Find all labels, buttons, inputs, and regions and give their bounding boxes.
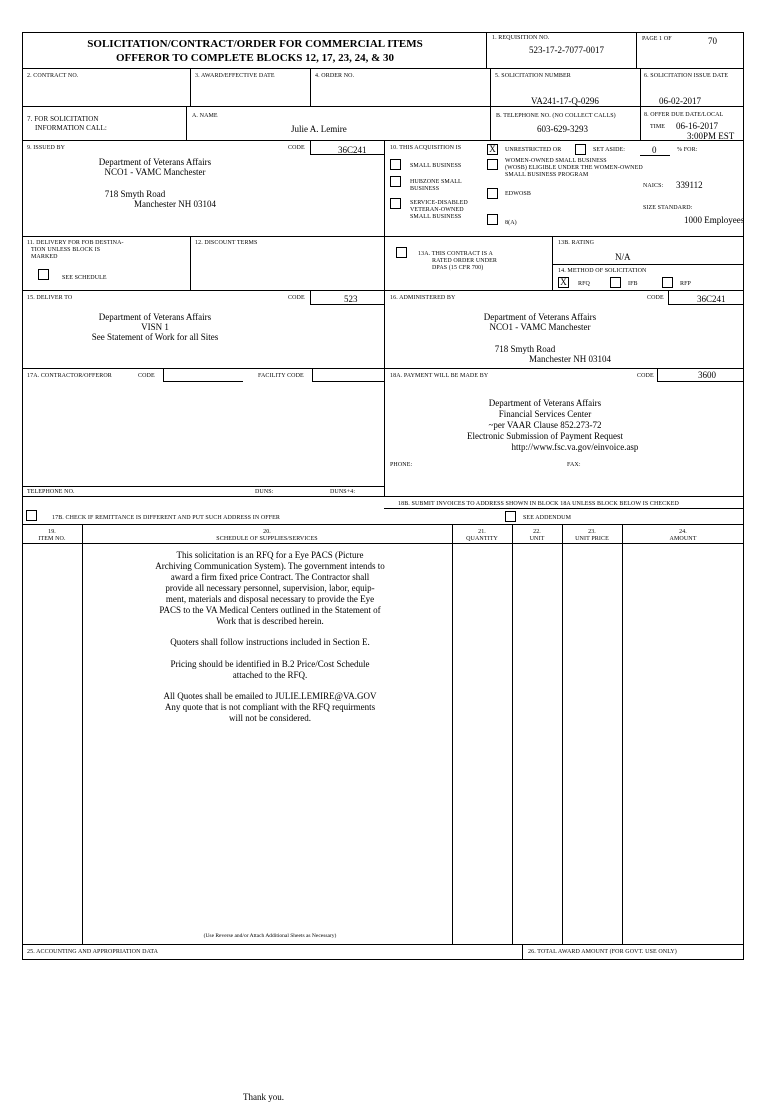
award-date-label: 3. AWARD/EFFECTIVE DATE [195,73,275,79]
issue-date-value: 06-02-2017 [659,96,701,106]
size-standard-value: 1000 Employees [684,215,745,225]
remittance-label: 17B. CHECK IF REMITTANCE IS DIFFERENT AND PUT SUCH ADDRESS IN OFFER [52,515,281,521]
size-standard-label: SIZE STANDARD: [643,205,693,211]
page-value: 70 [708,36,717,46]
wosb-checkbox[interactable] [487,159,498,170]
acquisition-label: 10. THIS ACQUISITION IS [390,145,462,151]
offer-due-label: 8. OFFER DUE DATE/LOCAL [644,112,724,118]
administered-by-label: 16. ADMINISTERED BY [390,295,456,301]
unrestricted-label: UNRESTRICTED OR [505,147,562,153]
contractor-code-label: CODE [138,373,155,379]
reverse-note: (Use Reverse and/or Attach Additional Sheets as Necessary) [203,933,337,939]
rated-order-label: 13A. THIS CONTRACT IS A RATED ORDER UNDER DPAS (15 CFR 700) [418,251,498,271]
issue-date-label: 6. SOLICITATION ISSUE DATE [644,73,729,79]
payment-code-label: CODE [637,373,654,379]
see-schedule-label: SEE SCHEDULE [62,275,107,281]
unit-header: 22. UNIT [529,529,545,542]
small-business-checkbox[interactable] [390,159,401,170]
administered-by-address: Department of Veterans Affairs NCO1 - VAMC Manchester [483,312,597,332]
see-schedule-checkbox[interactable] [38,269,49,280]
remittance-checkbox[interactable] [26,510,37,521]
deliver-to-address: Department of Veterans Affairs VISN 1 See Statement of Work for all Sites [91,312,219,342]
duns4-label: DUNS+4: [330,489,356,495]
ifb-label: IFB [628,281,638,287]
email-note: All Quotes shall be emailed to JULIE.LEMIRE@VA.GOV Any quote that is not compliant with the RFQ requirments will not be considered. [163,691,377,723]
unrestricted-checkbox[interactable]: X [487,144,498,155]
quoter-instructions: Quoters shall follow instructions included in Section E. [170,637,370,647]
issued-by-label: 9. ISSUED BY [27,145,66,151]
set-aside-label: SET ASIDE: [593,147,626,153]
eight-a-checkbox[interactable] [487,214,498,225]
hubzone-label: HUBZONE SMALL BUSINESS [410,179,462,192]
requisition-value: 523-17-2-7077-0017 [529,45,604,55]
unit-price-header: 23. UNIT PRICE [575,529,609,542]
telephone-label: B. TELEPHONE NO. (NO COLLECT CALLS) [496,113,616,119]
telephone-value: 603-629-3293 [537,124,588,134]
facility-code-field[interactable] [312,369,384,382]
payment-address: Department of Veterans Affairs Financial Services Center ~per VAAR Clause 852.273-72 Electronic Submission of Payment Request http://www.fsc.va.gov/einvoice.asp [467,398,639,452]
requisition-label: 1. REQUISITION NO. [492,35,550,41]
deliver-to-code: 523 [344,294,358,304]
page-label: PAGE 1 OF [642,36,672,42]
ifb-checkbox[interactable] [610,277,621,288]
rating-value: N/A [615,252,631,262]
hubzone-checkbox[interactable] [390,176,401,187]
set-aside-percent: 0 [652,145,657,155]
thank-you-line: Thank you. [243,1092,284,1102]
contract-no-label: 2. CONTRACT NO. [27,73,79,79]
naics-value: 339112 [676,180,703,190]
rfp-checkbox[interactable] [662,277,673,288]
payment-code: 3600 [698,370,716,380]
rfq-checkbox[interactable]: X [558,277,569,288]
item-no-header: 19. ITEM NO. [38,529,66,542]
deliver-to-label: 15. DELIVER TO [27,295,73,301]
schedule-header: 20. SCHEDULE OF SUPPLIES/SERVICES [216,529,318,542]
rfq-label: RFQ [578,281,590,287]
facility-code-label: FACILITY CODE [258,373,304,379]
telephone-no-label: TELEPHONE NO. [27,489,75,495]
issued-by-address: Department of Veterans Affairs NCO1 - VAMC Manchester [98,157,212,177]
percent-for-label: % FOR: [677,147,698,153]
method-solicitation-label: 14. METHOD OF SOLICITATION [558,268,647,274]
edwosb-checkbox[interactable] [487,188,498,199]
contractor-label: 17A. CONTRACTOR/OFFEROR [27,373,112,379]
payment-fax-label: FAX: [567,462,581,468]
issued-by-code: 36C241 [338,145,367,155]
accounting-label: 25. ACCOUNTING AND APPROPRIATION DATA [27,949,159,955]
time-label: TIME [650,124,666,130]
amount-header: 24. AMOUNT [669,529,697,542]
rfp-label: RFP [680,281,691,287]
administered-by-street: 718 Smyth Road Manchester NH 03104 [494,344,611,364]
rating-label: 13B. RATING [558,240,595,246]
payment-phone-label: PHONE: [390,462,413,468]
pricing-note: Pricing should be identified in B.2 Price/Cost Schedule attached to the RFQ. [170,659,370,680]
sdvosb-checkbox[interactable] [390,198,401,209]
administered-by-code-label: CODE [647,295,664,301]
delivery-fob-label: 11. DELIVERY FOR FOB DESTINA- TION UNLESS BLOCK IS MARKED [27,240,124,260]
discount-terms-label: 12. DISCOUNT TERMS [195,240,258,246]
contractor-code-field[interactable] [163,369,243,382]
issued-by-street: 718 Smyth Road Manchester NH 03104 [104,189,216,209]
wosb-label: WOMEN-OWNED SMALL BUSINESS (WOSB) ELIGIBLE UNDER THE WOMEN-OWNED SMALL BUSINESS PROGRAM [505,158,643,178]
eight-a-label: 8(A) [505,220,517,226]
offer-due-time: 3:00PM EST [687,131,735,141]
edwosb-label: EDWOSB [505,191,531,197]
sdvosb-label: SERVICE-DISABLED VETERAN-OWNED SMALL BUSINESS [410,200,468,220]
quantity-header: 21. QUANTITY [466,529,498,542]
issued-by-code-label: CODE [288,145,305,151]
small-business-label: SMALL BUSINESS [410,163,462,169]
solicitation-number-label: 5. SOLICITATION NUMBER [495,73,571,79]
order-no-label: 4. ORDER NO. [315,73,355,79]
total-award-label: 26. TOTAL AWARD AMOUNT (FOR GOVT. USE ONLY) [528,949,677,955]
see-addendum-checkbox[interactable] [505,511,516,522]
administered-by-code: 36C241 [697,294,726,304]
rated-order-checkbox[interactable] [396,247,407,258]
offer-due-date: 06-16-2017 [676,121,718,131]
name-label: A. NAME [192,113,218,119]
duns-label: DUNS: [255,489,274,495]
set-aside-checkbox[interactable] [575,144,586,155]
form-title: SOLICITATION/CONTRACT/ORDER FOR COMMERCIAL ITEMS OFFEROR TO COMPLETE BLOCKS 12, 17, 23, 24, & 30 [87,38,423,64]
contact-name: Julie A. Lemire [291,124,347,134]
submit-invoices-label: 18B. SUBMIT INVOICES TO ADDRESS SHOWN IN BLOCK 18A UNLESS BLOCK BELOW IS CHECKED [398,501,679,507]
solicitation-number-value: VA241-17-Q-0296 [531,96,599,106]
payment-label: 18A. PAYMENT WILL BE MADE BY [390,373,489,379]
schedule-description: This solicitation is an RFQ for a Eye PACS (Picture Archiving Communication System). The government intends to award a firm fixed price Contract. The Contractor shall provide all necessary personnel, supervision, labor, equip- ment, materials and disposal necessary to provide the Eye PACS to the VA Medical Centers outlined in the Statement of Work that is described herein. [155,550,385,626]
info-call-label: 7. FOR SOLICITATION INFORMATION CALL: [27,115,107,132]
deliver-to-code-label: CODE [288,295,305,301]
see-addendum-label: SEE ADDENDUM [523,515,572,521]
naics-label: NAICS: [643,183,664,189]
